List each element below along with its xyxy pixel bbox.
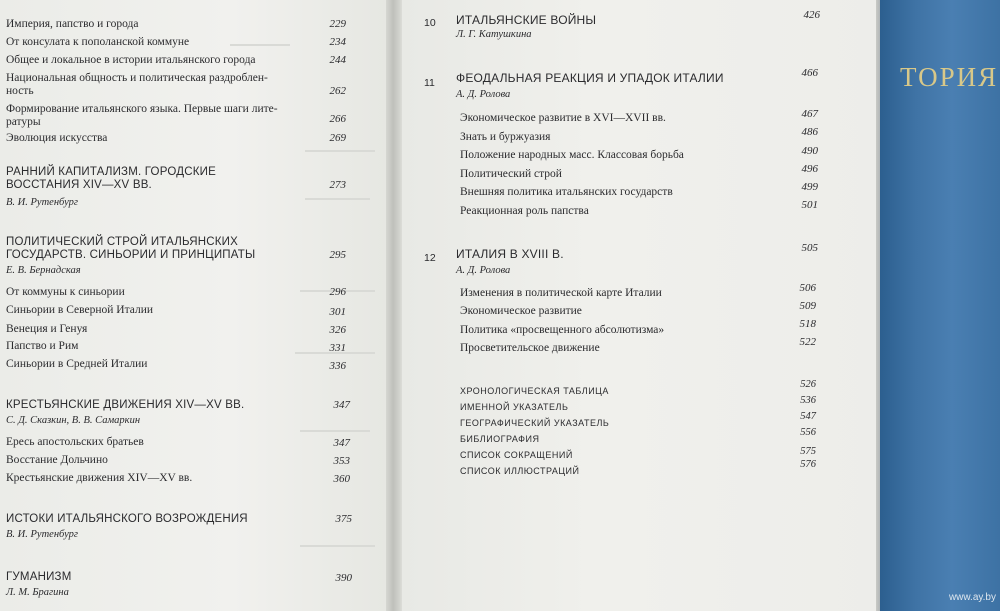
appendix-page: 556 <box>800 427 816 438</box>
section-title-cont: ГОСУДАРСТВ. СИНЬОРИИ И ПРИНЦИПАТЫ <box>6 249 256 261</box>
section-title: ПОЛИТИЧЕСКИЙ СТРОЙ ИТАЛЬЯНСКИХ <box>6 236 238 248</box>
toc-entry-title: Ересь апостольских братьев <box>6 436 144 448</box>
section-author: Л. М. Брагина <box>6 587 69 598</box>
toc-entry-title: Национальная общность и политическая раздроблен- <box>6 72 268 84</box>
chapter-author: Л. Г. Катушкина <box>456 29 532 40</box>
chapter-author: А. Д. Ролова <box>456 265 511 276</box>
toc-entry-page: 229 <box>329 18 346 30</box>
toc-entry-title-cont: ратуры <box>6 116 41 128</box>
appendix-page: 536 <box>800 395 816 406</box>
toc-entry-page: 499 <box>801 181 818 193</box>
chapter-number: 10 <box>424 17 436 29</box>
toc-entry-page: 467 <box>801 108 818 120</box>
toc-entry-page: 269 <box>329 132 346 144</box>
section-author: Е. В. Бернадская <box>6 265 81 276</box>
chapter-title: ИТАЛЬЯНСКИЕ ВОЙНЫ <box>456 13 597 27</box>
toc-entry-title: Изменения в политической карте Италии <box>460 287 662 299</box>
section-title: РАННИЙ КАПИТАЛИЗМ. ГОРОДСКИЕ <box>6 166 216 178</box>
toc-entry-title-cont: ность <box>6 85 34 97</box>
chapter-author: А. Д. Ролова <box>456 89 511 100</box>
toc-entry-page: 496 <box>801 163 818 175</box>
toc-entry-page: 244 <box>329 54 346 66</box>
toc-entry-title: Папство и Рим <box>6 340 79 352</box>
appendix-title: СПИСОК ИЛЛЮСТРАЦИЙ <box>460 466 580 476</box>
toc-entry-page: 266 <box>329 113 346 125</box>
toc-entry-title: Экономическое развитие <box>460 305 582 317</box>
section-author: С. Д. Сказкин, В. В. Самаркин <box>6 415 141 426</box>
toc-entry-page: 326 <box>329 324 346 336</box>
section-title-cont: ВОССТАНИЯ XIV—XV ВВ. <box>6 179 152 191</box>
appendix-page: 547 <box>800 411 816 422</box>
toc-entry-title: Синьории в Северной Италии <box>6 304 154 316</box>
section-author: В. И. Рутенбург <box>6 529 79 540</box>
toc-entry-title: Венеция и Генуя <box>6 323 88 335</box>
chapter-page: 426 <box>803 9 820 21</box>
toc-entry-page: 506 <box>799 282 816 294</box>
toc-entry-title: Общее и локальное в истории итальянского города <box>6 54 256 66</box>
chapter-page: 505 <box>801 242 818 254</box>
left-page <box>0 0 388 611</box>
chapter-number: 12 <box>424 252 436 264</box>
toc-entry-title: Политика «просвещенного абсолютизма» <box>460 324 665 336</box>
toc-entry-title: Экономическое развитие в XVI—XVII вв. <box>460 112 666 124</box>
chapter-title: ФЕОДАЛЬНАЯ РЕАКЦИЯ И УПАДОК ИТАЛИИ <box>456 71 724 85</box>
toc-entry-title: Восстание Дольчино <box>6 454 108 466</box>
toc-entry-page: 509 <box>799 300 816 312</box>
toc-entry-page: 262 <box>329 85 346 97</box>
toc-entry-title: Просветительское движение <box>460 342 600 354</box>
toc-entry-page: 234 <box>329 36 346 48</box>
toc-entry-page: 331 <box>329 342 346 354</box>
toc-entry-title: Эволюция искусства <box>6 132 108 144</box>
section-title: ИСТОКИ ИТАЛЬЯНСКОГО ВОЗРОЖДЕНИЯ <box>6 513 248 525</box>
toc-entry-page: 360 <box>333 473 350 485</box>
toc-entry-title: Крестьянские движения XIV—XV вв. <box>6 472 193 484</box>
section-page: 295 <box>329 249 346 261</box>
toc-entry-page: 501 <box>801 199 818 211</box>
section-author: В. И. Рутенбург <box>6 197 79 208</box>
appendix-title: ИМЕННОЙ УКАЗАТЕЛЬ <box>460 402 569 412</box>
toc-entry-page: 353 <box>333 455 350 467</box>
appendix-title: БИБЛИОГРАФИЯ <box>460 434 540 444</box>
toc-entry-page: 336 <box>329 360 346 372</box>
toc-entry-title: Империя, папство и города <box>6 18 139 30</box>
section-page: 390 <box>335 572 352 584</box>
toc-entry-page: 486 <box>801 126 818 138</box>
cover-title: ТОРИЯ <box>900 62 999 92</box>
toc-entry-title: От коммуны к синьории <box>6 286 125 298</box>
appendix-page: 526 <box>800 379 816 390</box>
chapter-number: 11 <box>424 77 435 89</box>
appendix-title: ХРОНОЛОГИЧЕСКАЯ ТАБЛИЦА <box>460 386 609 396</box>
appendix-page: 575 <box>800 446 816 457</box>
toc-entry-page: 301 <box>329 306 346 318</box>
section-title: КРЕСТЬЯНСКИЕ ДВИЖЕНИЯ XIV—XV ВВ. <box>6 399 245 411</box>
watermark: www.ay.by <box>948 592 996 603</box>
chapter-title: ИТАЛИЯ В XVIII В. <box>456 247 564 261</box>
appendix-page: 576 <box>800 459 816 470</box>
toc-entry-title: Синьории в Средней Италии <box>6 358 148 370</box>
toc-entry-page: 522 <box>799 336 816 348</box>
toc-entry-title: Реакционная роль папства <box>460 205 589 217</box>
section-title: ГУМАНИЗМ <box>6 571 72 583</box>
appendix-title: СПИСОК СОКРАЩЕНИЙ <box>460 450 573 460</box>
book-cover <box>880 0 1000 611</box>
section-page: 375 <box>335 513 352 525</box>
toc-entry-page: 347 <box>333 437 350 449</box>
toc-entry-title: Положение народных масс. Классовая борьба <box>460 149 684 161</box>
section-page: 347 <box>333 399 350 411</box>
section-page: 273 <box>329 179 346 191</box>
toc-entry-page: 518 <box>799 318 816 330</box>
appendix-title: ГЕОГРАФИЧЕСКИЙ УКАЗАТЕЛЬ <box>460 418 610 428</box>
toc-entry-title: Внешняя политика итальянских государств <box>460 186 673 198</box>
toc-entry-title: Знать и буржуазия <box>460 131 551 143</box>
right-page <box>402 0 884 611</box>
toc-entry-title: От консулата к пополанской коммуне <box>6 36 190 48</box>
chapter-page: 466 <box>801 67 818 79</box>
toc-entry-page: 296 <box>329 286 346 298</box>
toc-entry-title: Формирование итальянского языка. Первые шаги лите- <box>6 103 278 115</box>
toc-entry-title: Политический строй <box>460 168 562 180</box>
toc-entry-page: 490 <box>801 145 818 157</box>
